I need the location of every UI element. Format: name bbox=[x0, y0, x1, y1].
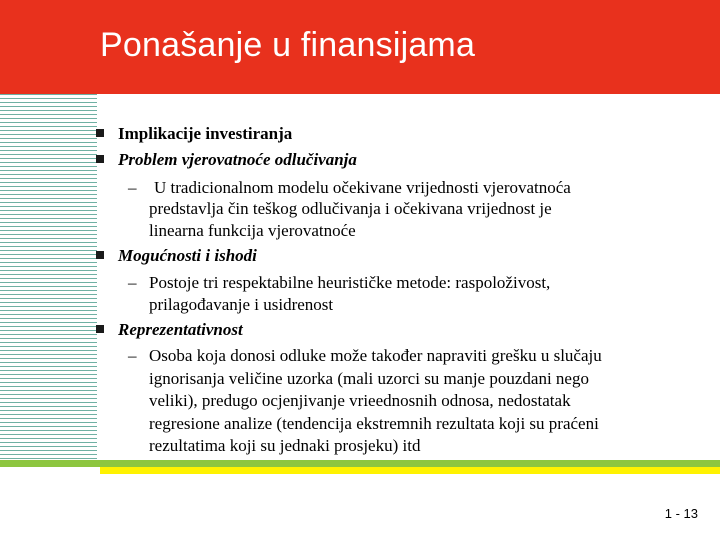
square-bullet-icon bbox=[96, 129, 104, 137]
square-bullet-icon bbox=[96, 251, 104, 259]
sub-bullet-line: linearna funkcija vjerovatnoće bbox=[149, 221, 356, 240]
dash-bullet-icon: – bbox=[128, 273, 137, 292]
sub-bullet-line: Postoje tri respektabilne heurističke metode: raspoloživost, bbox=[149, 273, 551, 292]
sub-bullet-line: regresione analize (tendencija ekstremnih rezultata koji su praćeni bbox=[149, 414, 599, 433]
slide-title: Ponašanje u finansijama bbox=[100, 26, 476, 64]
slide-number: 1 - 13 bbox=[664, 506, 698, 521]
bullet-item: Mogućnosti i ishodi bbox=[118, 246, 257, 265]
sub-bullet-line: rezultatima koji su jednaki prosjeku) itd bbox=[149, 436, 421, 455]
dash-bullet-icon: – bbox=[128, 178, 137, 197]
square-bullet-icon bbox=[96, 155, 104, 163]
sub-bullet-line: prilagođavanje i usidrenost bbox=[149, 295, 334, 314]
sub-bullet-line: predstavlja čin teškog odlučivanja i očekivana vrijednost je bbox=[149, 199, 552, 218]
bullet-item: Reprezentativnost bbox=[118, 320, 243, 339]
bullet-item: Problem vjerovatnoće odlučivanja bbox=[118, 150, 357, 169]
sub-bullet-line: ignorisanja veličine uzorka (mali uzorci su manje pouzdani nego bbox=[149, 369, 589, 388]
sub-bullet-line: U tradicionalnom modelu očekivane vrijednosti vjerovatnoća bbox=[154, 178, 571, 197]
sub-bullet-line: Osoba koja donosi odluke može također napraviti grešku u slučaju bbox=[149, 346, 602, 365]
sub-bullet-line: veliki), predugo ocjenjivanje vrieednosnih odnosa, nedostatak bbox=[149, 391, 571, 410]
dash-bullet-icon: – bbox=[128, 346, 137, 365]
square-bullet-icon bbox=[96, 325, 104, 333]
bullet-item: Implikacije investiranja bbox=[118, 124, 293, 143]
